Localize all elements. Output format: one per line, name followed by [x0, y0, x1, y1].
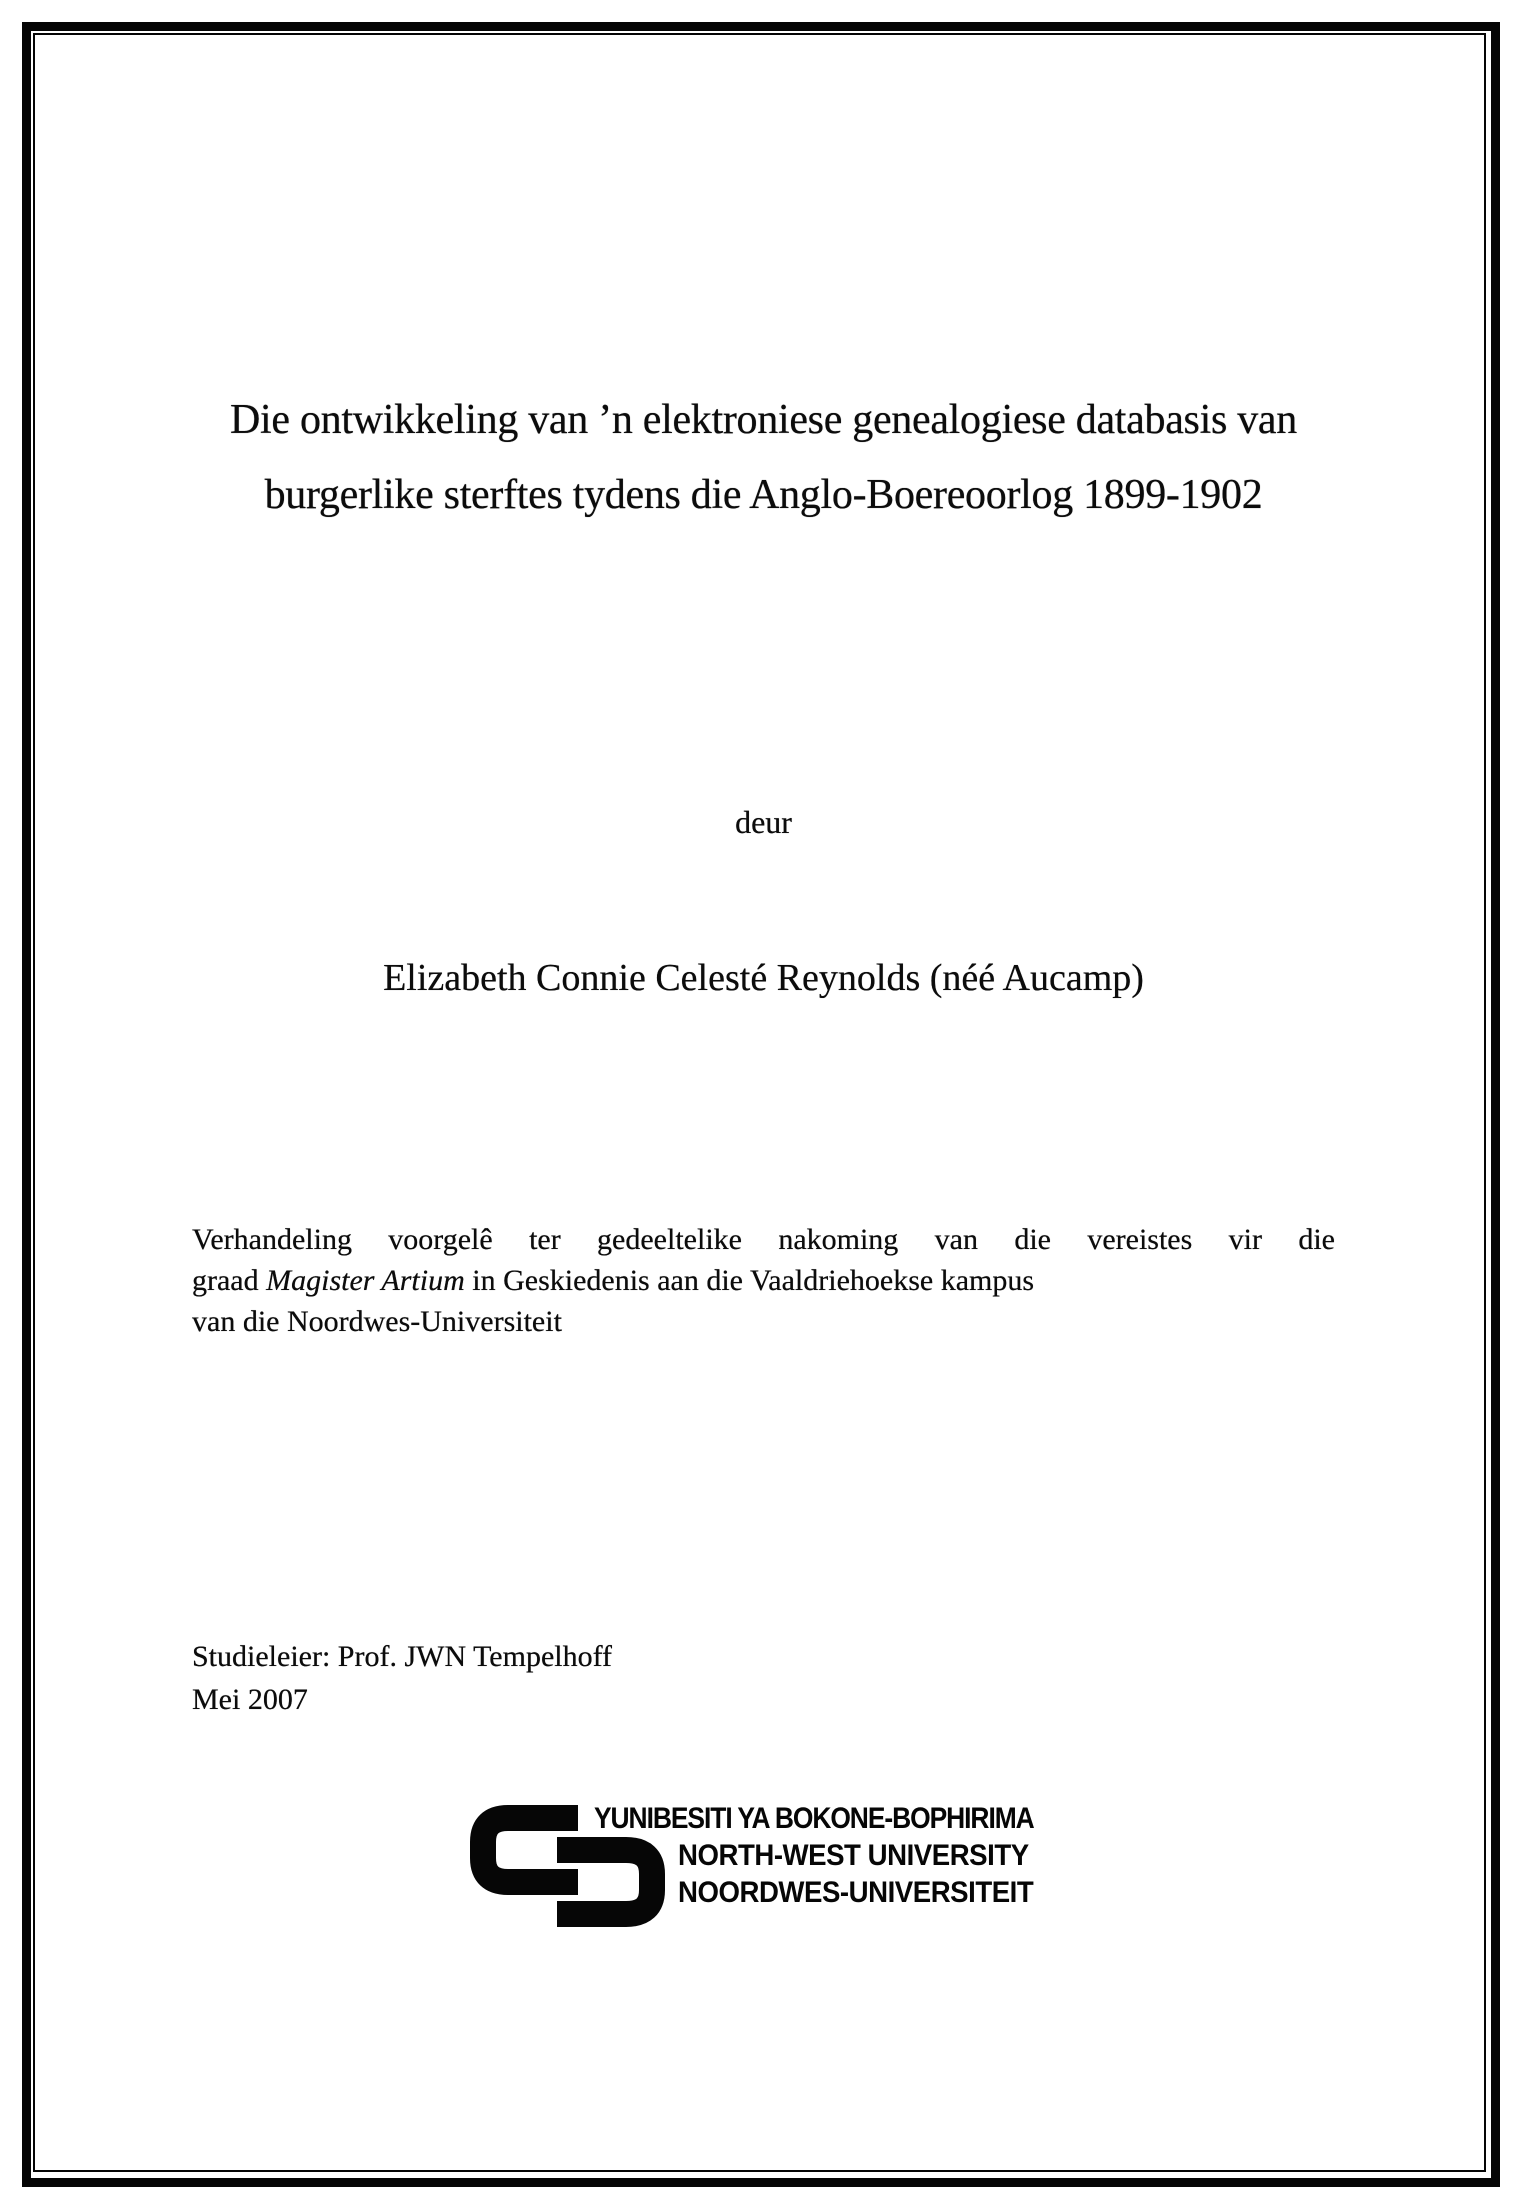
- statement-word: gedeeltelike: [597, 1223, 742, 1256]
- statement-word: ter: [529, 1223, 561, 1256]
- statement-word: die: [1014, 1223, 1051, 1256]
- statement-word: die: [1298, 1223, 1335, 1256]
- statement-line-2-post: in Geskiedenis aan die Vaaldriehoekse kampus: [464, 1264, 1035, 1297]
- logo-line-afrikaans: NOORDWES-UNIVERSITEIT: [678, 1876, 1034, 1909]
- date-line: Mei 2007: [192, 1683, 308, 1716]
- statement-word: vereistes: [1087, 1223, 1193, 1256]
- title-line-2: burgerlike sterftes tydens die Anglo-Boereoorlog 1899-1902: [264, 472, 1263, 518]
- statement-line-1: [192, 1219, 1335, 1260]
- statement-word: vir: [1228, 1223, 1262, 1256]
- statement-word: van: [934, 1223, 978, 1256]
- degree-statement: [192, 1219, 1335, 1342]
- thesis-title: [100, 383, 1427, 533]
- author-name: Elizabeth Connie Celesté Reynolds (néé Aucamp): [383, 957, 1144, 999]
- statement-word: Verhandeling: [192, 1223, 352, 1256]
- statement-word: nakoming: [778, 1223, 899, 1256]
- title-line-1: Die ontwikkeling van ’n elektroniese genealogiese databasis van: [230, 397, 1297, 443]
- logo-line-english: NORTH-WEST UNIVERSITY: [678, 1839, 1029, 1872]
- statement-line-3: van die Noordwes-Universiteit: [192, 1305, 562, 1338]
- byline-deur: deur: [735, 804, 792, 840]
- university-logo-text: [594, 1800, 1094, 1911]
- statement-line-2: [192, 1260, 1335, 1301]
- advisor-block: [192, 1635, 612, 1721]
- statement-line-2-pre: graad: [192, 1264, 267, 1297]
- logo-line-setswana: YUNIBESITI YA BOKONE-BOPHIRIMA: [594, 1802, 1034, 1835]
- statement-word: voorgelê: [388, 1223, 493, 1256]
- supervisor-line: Studieleier: Prof. JWN Tempelhoff: [192, 1640, 613, 1673]
- magister-artium-italic: Magister Artium: [266, 1264, 465, 1297]
